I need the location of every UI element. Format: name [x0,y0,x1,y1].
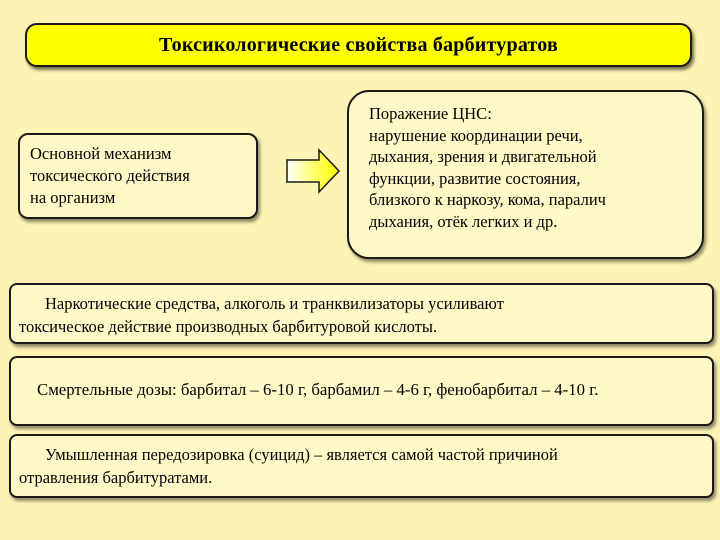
mechanism-line: токсического действия [30,166,190,185]
enhancement-line: токсическое действие производных барбитуровой кислоты. [19,317,438,336]
cns-line: Поражение ЦНС: [369,104,492,123]
overdose-box [9,434,714,498]
right-arrow-icon [285,148,341,194]
enhancement-line [19,292,702,315]
mechanism-line: на организм [30,188,116,207]
doses-text: Смертельные дозы: барбитал – 6-10 г, барбамил – 4-6 г, фенобарбитал – 4-10 г. [37,380,599,399]
cns-line: нарушение координации речи, [369,125,583,145]
overdose-text: Умышленная передозировка (суицид) – является самой частой причиной [45,445,558,464]
title-box [25,23,692,67]
cns-damage-box [347,90,704,259]
slide-title: Токсикологические свойства барбитуратов [159,33,558,56]
cns-line: дыхания, зрения и двигательной [369,147,597,166]
overdose-line [19,443,702,466]
lethal-doses-box [9,356,714,426]
cns-line: функции, развитие состояния, [369,168,581,188]
mechanism-box [18,133,258,219]
cns-line: дыхания, отёк легких и др. [369,211,558,231]
cns-line: близкого к наркозу, кома, паралич [369,190,606,209]
enhancement-text: Наркотические средства, алкоголь и транквилизаторы усиливают [45,294,504,313]
overdose-line: отравления барбитуратами. [19,468,213,487]
enhancement-box [9,283,714,344]
mechanism-line: Основной механизм [30,144,172,163]
doses-line [23,378,706,401]
